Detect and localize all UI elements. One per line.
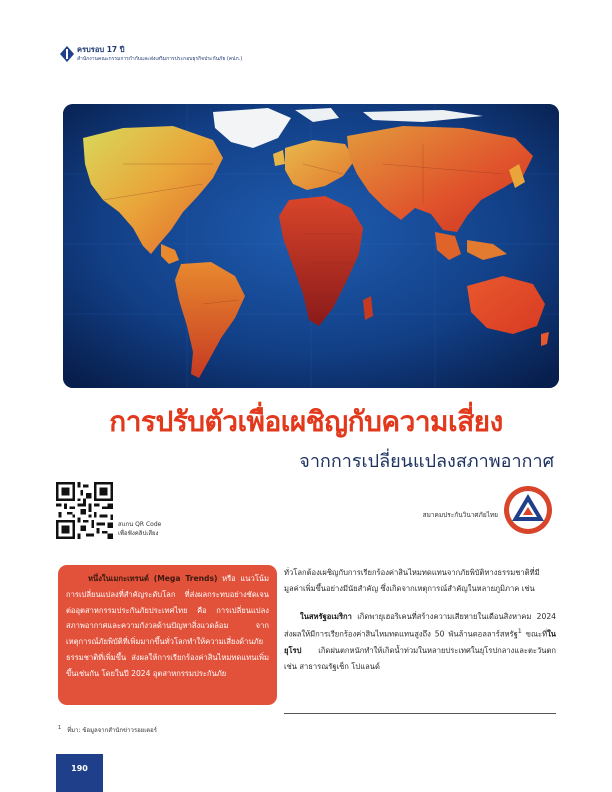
intro-lead: หนึ่งในเมกะเทรนด์ (Mega Trends): [88, 574, 218, 583]
intro-text: หรือ แนวโน้มการเปลี่ยนแปลงที่สำคัญระดับโลก ที่ส่งผลกระทบอย่างชัดเจนต่ออุตสาหกรรมประกันภัยประเทศไทย คือ การเปลี่ยนแปลงสภาพอากาศและความกังวลด้านปัญหาสิ่งแวดล้อม จากเหตุการณ์ภัยพิบัติที่เพิ่มมากขึ้นทั่วโลกทำให้ความเสี่ยงด้านภัยธรรมชาติที่เพิ่มขึ้น ส่งผลให้การเรียกร้องค่าสินไหมทดแทนเพิ่มขึ้นเช่นกัน โดยในปี 2024 อุตสาหกรรมประกันภัย: [66, 574, 269, 678]
world-map-image: [63, 104, 559, 388]
body-text-usa: เกิดพายุเฮอริเคนที่สร้างความเสียหายในเดือนสิงหาคม 2024 ส่งผลให้มีการเรียกร้องค่าสินไหมทดแทนสูงถึง 50 พันล้านดอลลาร์สหรัฐ: [284, 611, 556, 639]
header-logo-icon: [60, 46, 74, 62]
body-text-europe: เกิดฝนตกหนักทำให้เกิดน้ำท่วมในหลายประเทศในยุโรปกลางและตะวันตก เช่น สาธารณรัฐเช็ก โปแลนด์: [284, 645, 556, 671]
footnote-number: 1: [58, 725, 62, 731]
footnote-text: ที่มา: ข้อมูลจากสำนักข่าวรอยเตอร์: [67, 727, 157, 734]
qr-caption-line2: เพื่อฟังคลิปเสียง: [118, 530, 159, 537]
body-text-while: ขณะที่: [521, 629, 548, 639]
association-logo-icon: [503, 485, 553, 535]
header-organization: สำนักงานคณะกรรมการกำกับและส่งเสริมการประกอบธุรกิจประกันภัย (คปภ.): [77, 56, 243, 62]
header: [77, 45, 242, 63]
page-number: 190: [56, 754, 103, 792]
footnote: [58, 725, 157, 735]
body-column: [284, 565, 556, 674]
body-bold-europe: ในยุโรป: [284, 629, 556, 655]
article-subtitle: จากการเปลี่ยนแปลงสภาพอากาศ: [299, 451, 554, 472]
header-anniversary: ครบรอบ 17 ปี: [77, 45, 125, 54]
body-paragraph-2: [284, 609, 556, 675]
author-name: สมาคมประกันวินาศภัยไทย: [422, 511, 498, 519]
qr-caption: [118, 520, 161, 538]
column-divider: [284, 713, 556, 714]
body-paragraph-1: ทั่วโลกต้องเผชิญกับการเรียกร้องค่าสินไหมทดแทนจากภัยพิบัติทางธรรมชาติที่มีมูลค่าเพิ่มขึ้นอย่างมีนัยสำคัญ ซึ่งเกิดจากเหตุการณ์สำคัญในหลายภูมิภาค เช่น: [284, 568, 540, 593]
body-bold-usa: ในสหรัฐอเมริกา: [300, 611, 352, 621]
body-footnote-ref: 1: [517, 628, 522, 636]
world-map-illustration: [63, 104, 559, 388]
intro-box: [58, 565, 277, 705]
qr-caption-line1: สแกน QR Code: [118, 521, 162, 528]
article-title: การปรับตัวเพื่อเผชิญกับความเสี่ยง: [109, 405, 503, 438]
